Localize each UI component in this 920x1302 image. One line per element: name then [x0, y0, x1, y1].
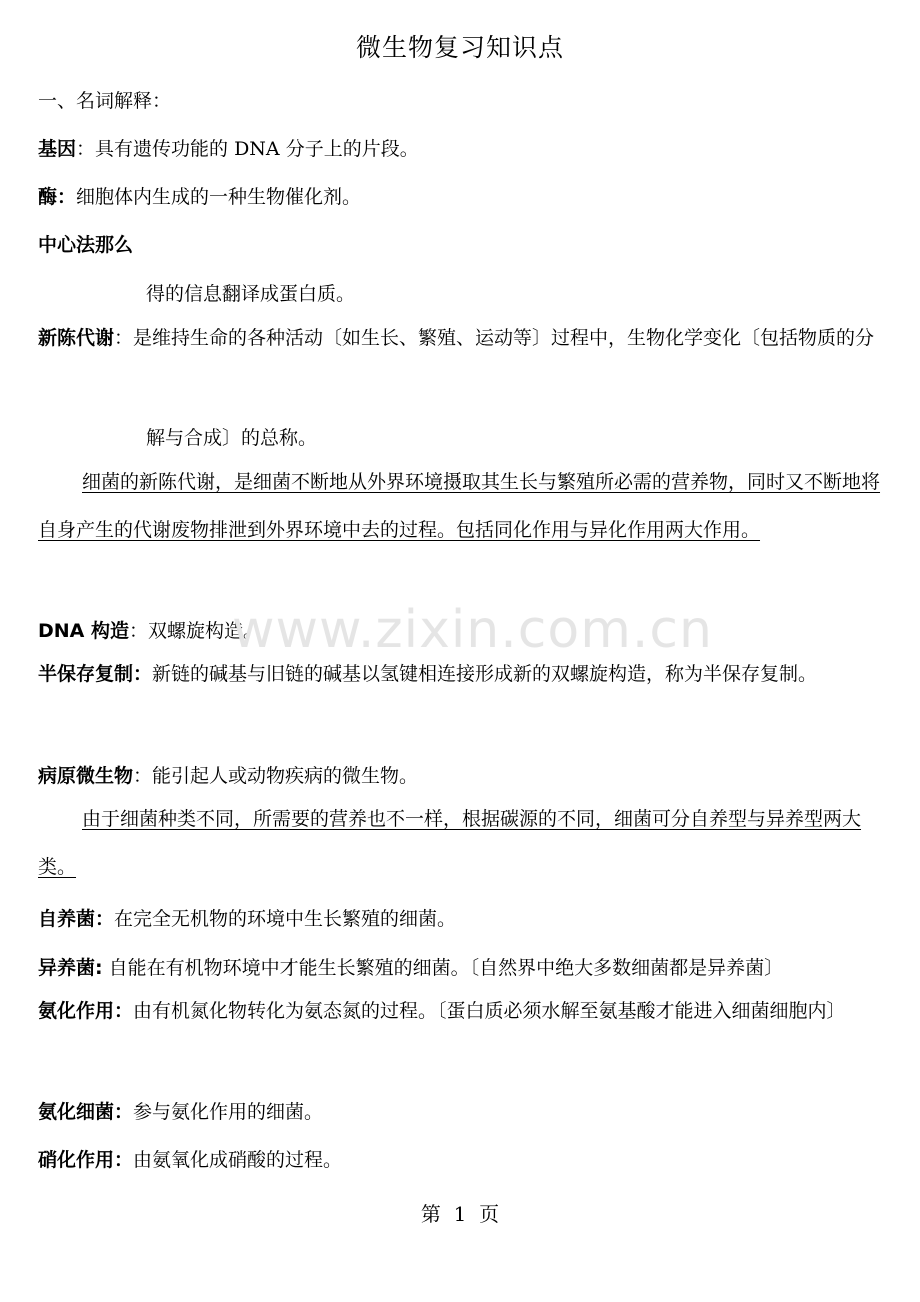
definition-text: 由有机氮化物转化为氨态氮的过程。〔蛋白质必须水解至氨基酸才能进入细菌细胞内〕: [133, 1000, 846, 1022]
page-title: 微生物复习知识点: [355, 33, 564, 62]
definition-continuation: 解与合成〕的总称。: [146, 427, 318, 449]
definition-text: 新链的碱基与旧链的碱基以氢键相连接形成新的双螺旋构造，称为半保存复制。: [152, 663, 818, 685]
definition-autotroph: [38, 904, 883, 931]
term-label: 氨化作用：: [38, 1000, 134, 1022]
page-number: 第 1 页: [420, 1202, 500, 1226]
definition-central-dogma: [38, 230, 883, 257]
term-label: 自养菌：: [38, 908, 115, 930]
watermark: www.zixin.com.cn: [232, 600, 713, 660]
term-label: 氨化细菌：: [38, 1101, 134, 1123]
term-label: 半保存复制：: [38, 663, 153, 685]
term-label: 硝化作用：: [38, 1149, 134, 1171]
definition-ammonifying-bacteria: [38, 1097, 883, 1124]
definition-text: 由氨氧化成硝酸的过程。: [133, 1149, 343, 1171]
definition-heterotroph: [38, 953, 883, 980]
definition-dna-structure: [38, 616, 883, 643]
definition-text: 是维持生命的各种活动〔如生长、繁殖、运动等〕过程中，生物化学变化〔包括物质的分: [133, 327, 875, 349]
separator: ：: [133, 765, 153, 787]
term-label: 基因: [38, 138, 77, 160]
term-label: 新陈代谢: [38, 327, 115, 349]
definition-semi-conservative: [38, 650, 883, 698]
definition-ammonification: [38, 987, 883, 1035]
definition-text: 自能在有机物环境中才能生长繁殖的细菌。〔自然界中绝大多数细菌都是异养菌〕: [102, 957, 784, 979]
definition-text: 双螺旋构造。: [148, 620, 263, 642]
paragraph-bacterial-metabolism: 细菌的新陈代谢，是细菌不断地从外界环境摄取其生长与繁殖所必需的营养物，同时又不断地将自身产生的代谢废物排泄到外界环境中去的过程。包括同化作用与异化作用两大作用。: [38, 471, 881, 541]
definition-text: 在完全无机物的环境中生长繁殖的细菌。: [114, 908, 457, 930]
definition-enzyme: [38, 182, 883, 209]
definition-continuation: 得的信息翻译成蛋白质。: [146, 283, 356, 305]
definition-nitrification: [38, 1145, 883, 1172]
section-heading: 一、名词解释：: [38, 90, 172, 112]
separator: ：: [76, 138, 96, 160]
term-label: 异养菌:: [38, 957, 103, 979]
term-label: DNA 构造: [38, 620, 129, 642]
term-label: 中心法那么: [38, 234, 134, 256]
paragraph-nutrition-types: 由于细菌种类不同，所需要的营养也不一样，根据碳源的不同，细菌可分自养型与异养型两大类。: [38, 808, 862, 878]
definition-text: 参与氨化作用的细菌。: [133, 1101, 324, 1123]
definition-metabolism: [38, 314, 883, 362]
term-label: 酶：: [38, 186, 77, 208]
definition-text: 细胞体内生成的一种生物催化剂。: [76, 186, 362, 208]
definition-pathogen: [38, 761, 883, 788]
definition-text: 具有遗传功能的 DNA 分子上的片段。: [95, 138, 419, 160]
separator: ：: [129, 620, 149, 642]
definition-gene: [38, 134, 883, 161]
definition-text: 能引起人或动物疾病的微生物。: [152, 765, 419, 787]
term-label: 病原微生物: [38, 765, 134, 787]
separator: ：: [114, 327, 134, 349]
